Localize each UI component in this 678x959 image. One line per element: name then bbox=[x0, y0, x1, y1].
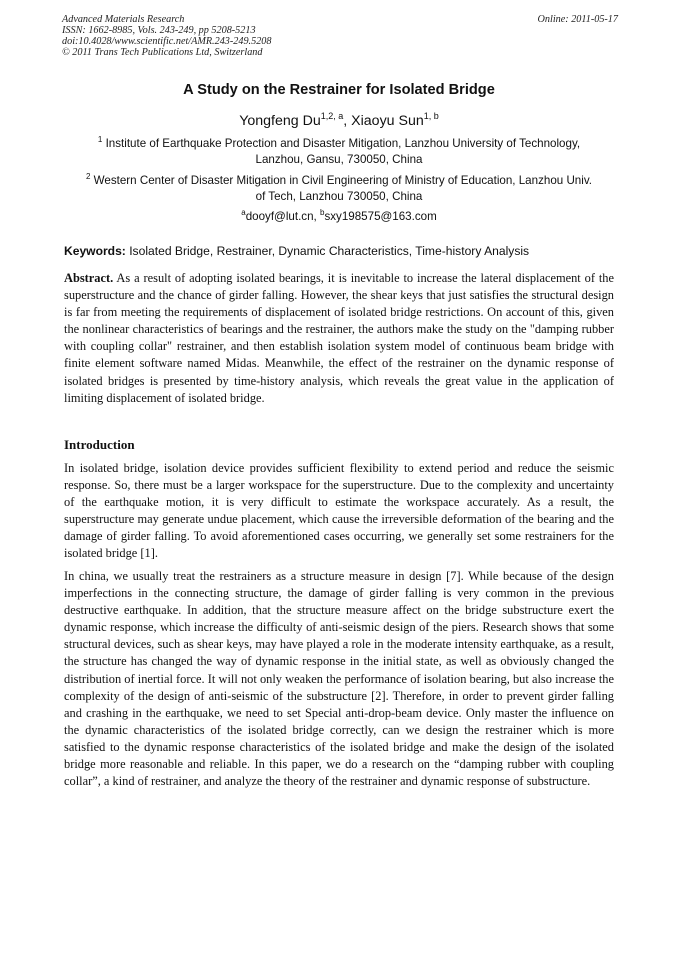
author-name: Yongfeng Du bbox=[239, 113, 321, 129]
affiliation-1 bbox=[0, 136, 678, 168]
journal-doi[interactable]: doi:10.4028/www.scientific.net/AMR.243-249.5208 bbox=[62, 36, 272, 47]
keywords-line bbox=[64, 243, 624, 259]
affiliation-2 bbox=[0, 173, 678, 205]
body-paragraph: In isolated bridge, isolation device provides sufficient flexibility to extend period and reduce the seismic response. So, there must be a larger workspace for the superstructure. Due to the complexity and uncertainty of the earthquake motion, it is very difficult to estimate the workspace accurately. As a result, the superstructure may generate undue placement, which cause the irreversible deformation of the bearing and the damage of girder falling. To avoid aforementioned cases occurring, we generally set some restrainers for the isolated bridge [1]. bbox=[64, 461, 614, 561]
keywords-text: Isolated Bridge, Restrainer, Dynamic Characteristics, Time-history Analysis bbox=[125, 244, 530, 258]
email-separator: , bbox=[313, 210, 320, 223]
online-date: Online: 2011-05-17 bbox=[537, 14, 618, 25]
affiliation-text: Institute of Earthquake Protection and Disaster Mitigation, Lanzhou University of Technology, bbox=[102, 137, 581, 150]
affiliation-text: Western Center of Disaster Mitigation in Civil Engineering of Ministry of Education, Lanzhou Univ. bbox=[90, 174, 592, 187]
journal-copyright: © 2011 Trans Tech Publications Ltd, Switzerland bbox=[62, 47, 263, 58]
journal-header bbox=[62, 14, 618, 58]
paper-title: A Study on the Restrainer for Isolated Bridge bbox=[183, 82, 495, 98]
author-affiliation-mark: 1,2, a bbox=[320, 111, 344, 121]
affiliation-line bbox=[0, 173, 678, 189]
abstract-text: As a result of adopting isolated bearings, it is inevitable to increase the lateral displacement of the superstructure and the chance of girder falling. However, the shear keys that just satisfies the structural design is far from meeting the requirements of displacement of isolated bridge restrictions. On account of this, given the nonlinear characteristics of bearings and the restrainer, the authors make the study on the "damping rubber with coupling collar" restrainer, and then establish isolation system model of continuous beam bridge with finite element software named Midas. Meanwhile, the effect of the restrainer on the dynamic response of isolated bridges is presented by time-history analysis, which reveals the great value in the application of limiting displacement of isolated bridge. bbox=[64, 271, 614, 405]
abstract-paragraph bbox=[64, 270, 614, 407]
author-list bbox=[0, 112, 678, 130]
affiliation-line: Lanzhou, Gansu, 730050, China bbox=[255, 153, 423, 166]
email-mark: b bbox=[319, 208, 325, 217]
email-mark: a bbox=[241, 208, 246, 217]
email-link[interactable]: sxy198575@163.com bbox=[324, 210, 437, 223]
author-affiliation-mark: 1, b bbox=[423, 111, 439, 121]
journal-name: Advanced Materials Research bbox=[62, 14, 185, 25]
body-paragraph: In china, we usually treat the restrainers as a structure measure in design [7]. While because of the design imperfections in the connecting structure, the damage of girder falling is very common in the previous destructive earthquake. In addition, that the structure measure affect on the bridge substructure exert the dynamic response, which increase the difficulty of anti-seismic design of the piers. Research shows that some structural devices, such as shear keys, may have played a role in the moderate intensity earthquake, as a result, the structure has changed the way of dynamic response in the initial state, as well as obviously changed the distribution of inertial force. It will not only weaken the performance of isolation bearing, but also increase the complexity of the design of anti-seismic of the substructure [2]. Therefore, in order to prevent girder falling and crashing in the earthquake, we need to set Special anti-drop-beam device. Only master the influence on the dynamic characteristics of the isolated bridge correctly, can we design the restrainer which is more satisfied to the dynamic response characteristics of the isolated bridge and make the design of the isolated bridge more reasonable and reliable. In this paper, we do a research on the “damping rubber with coupling collar”, a kind of restrainer, and analyze the theory of the restrainer and dynamic response of substructure. bbox=[64, 569, 614, 789]
email-line bbox=[0, 209, 678, 225]
keywords-label: Keywords: bbox=[64, 244, 126, 258]
abstract-label: Abstract. bbox=[64, 271, 114, 285]
affiliation-mark: 1 bbox=[97, 135, 103, 144]
author-separator: , bbox=[343, 113, 352, 129]
email-link[interactable]: dooyf@lut.cn bbox=[245, 210, 314, 223]
section-heading: Introduction bbox=[64, 437, 135, 452]
journal-issn: ISSN: 1662-8985, Vols. 243-249, pp 5208-5213 bbox=[62, 25, 256, 36]
affiliation-mark: 2 bbox=[85, 172, 91, 181]
affiliation-line bbox=[0, 136, 678, 152]
author-name: Xiaoyu Sun bbox=[351, 113, 424, 129]
affiliation-line: of Tech, Lanzhou 730050, China bbox=[255, 190, 423, 203]
